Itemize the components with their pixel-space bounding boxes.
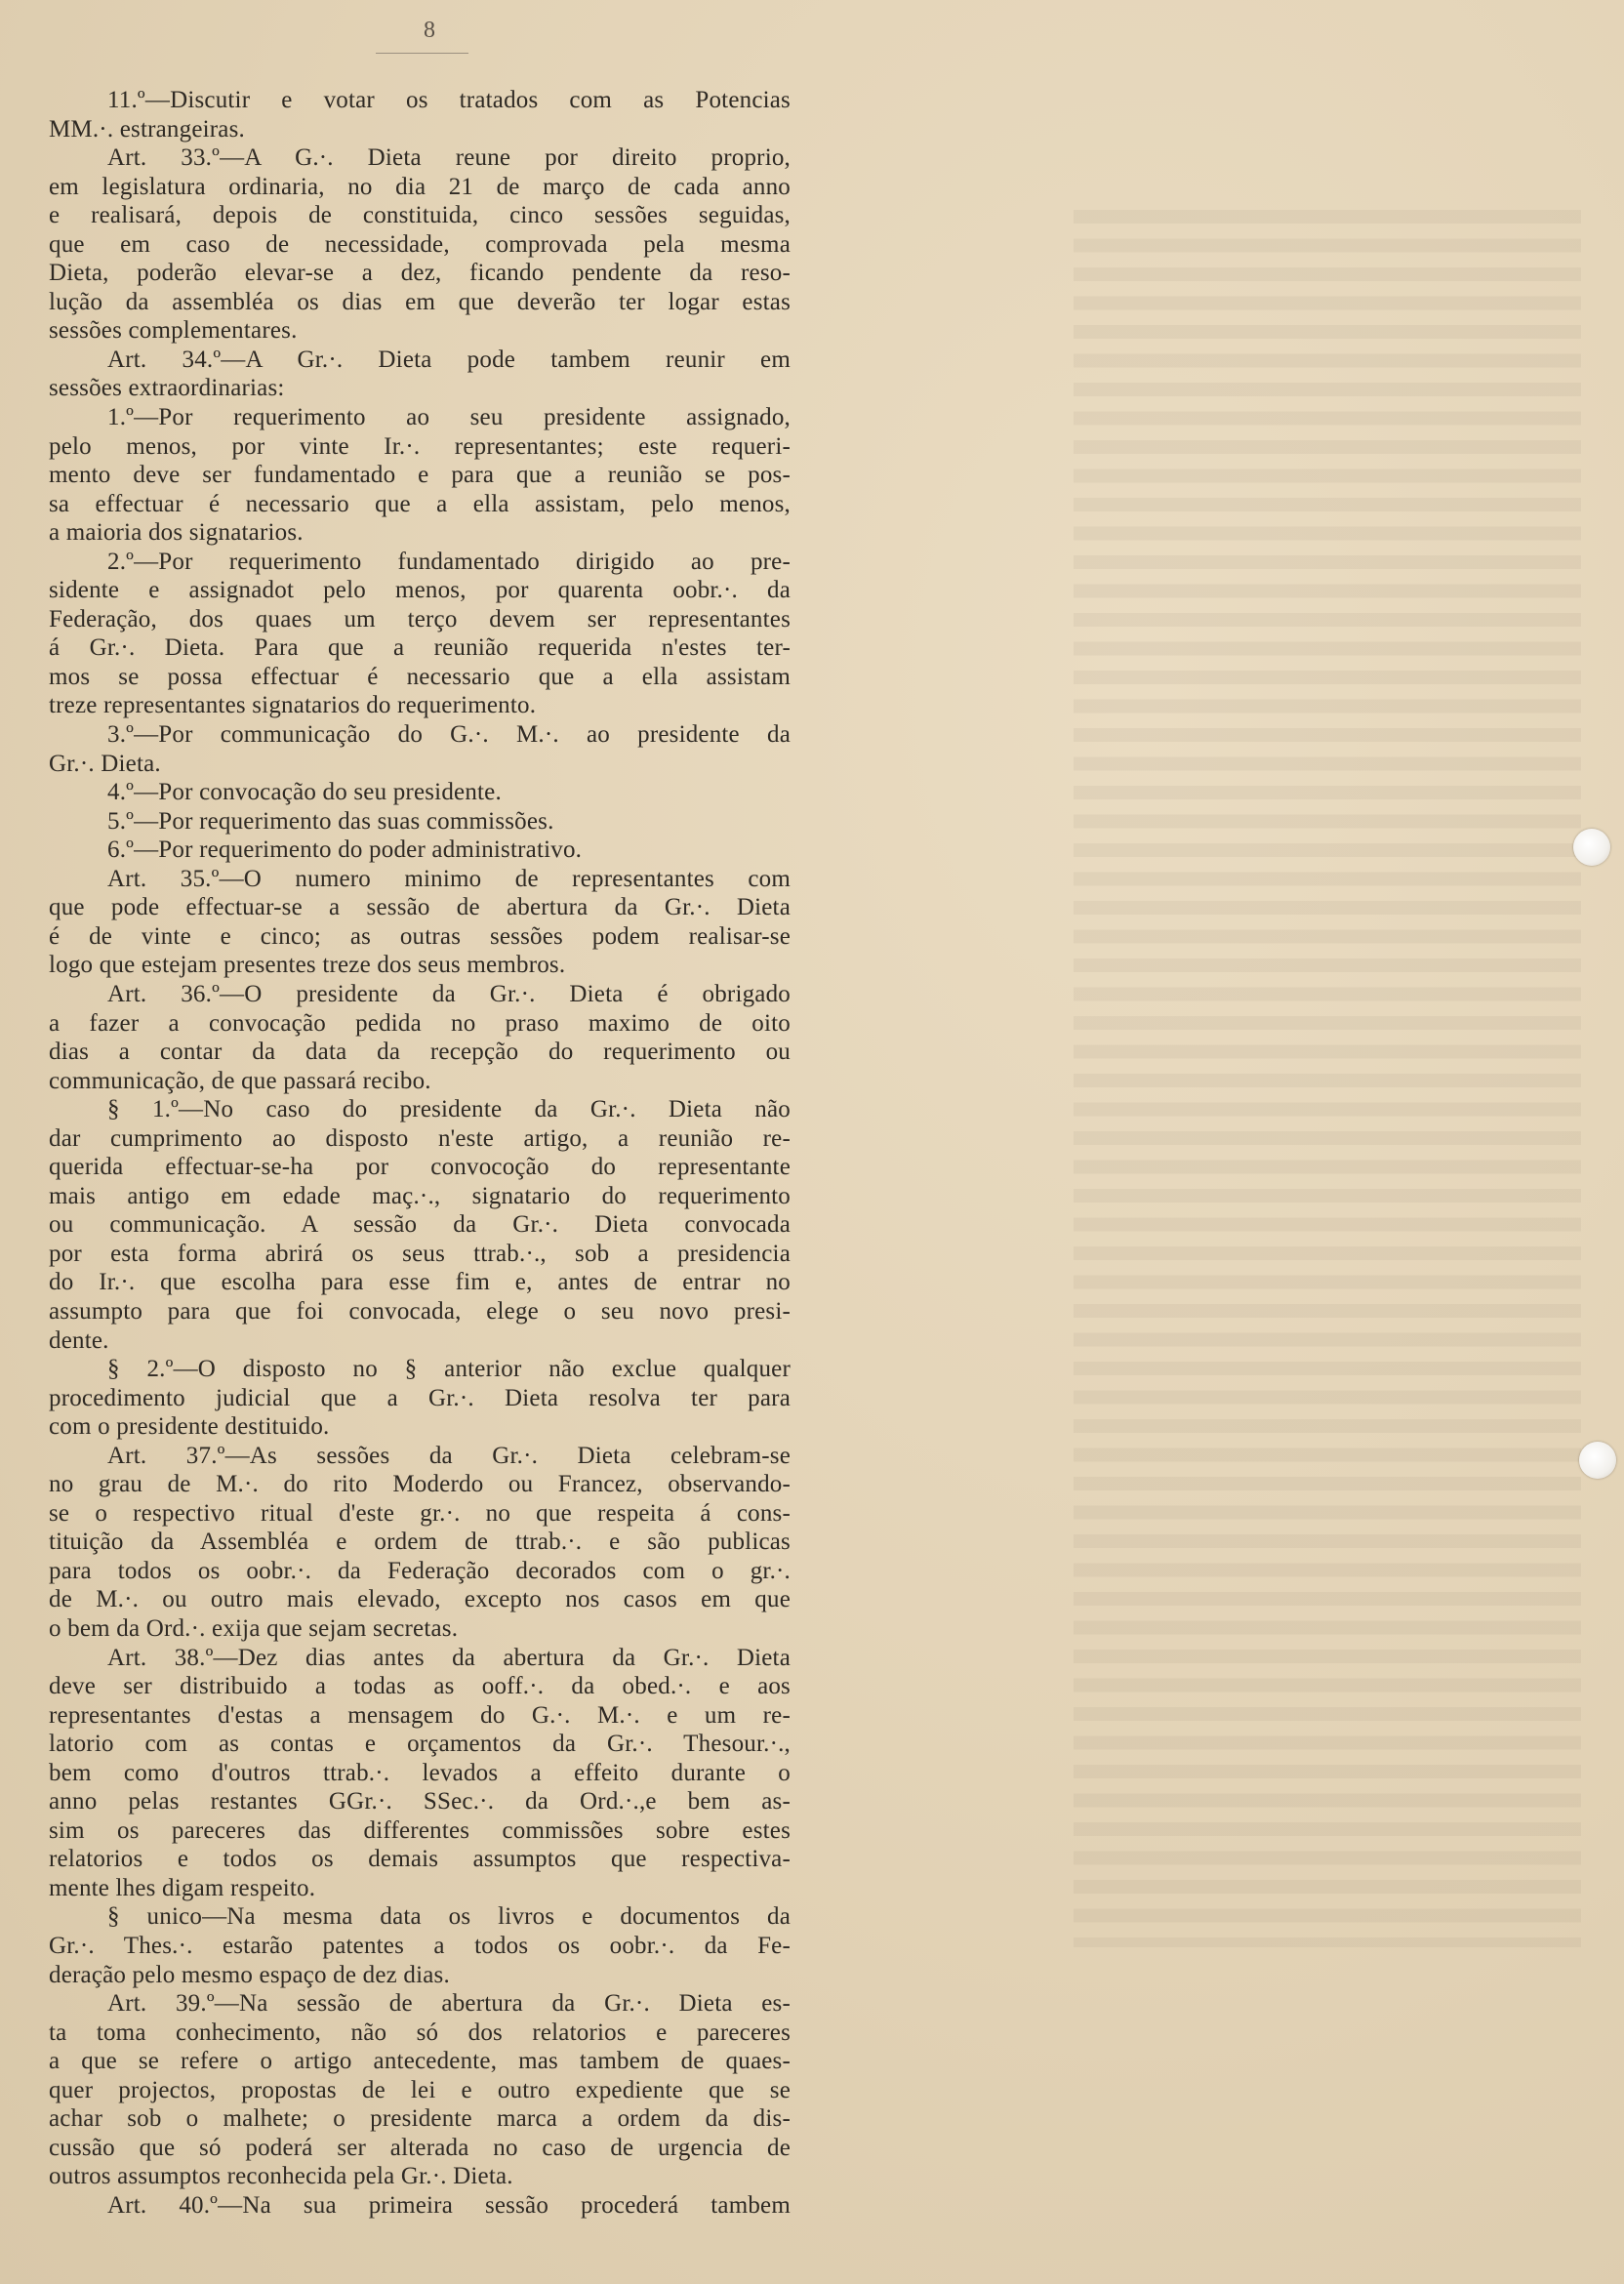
- text-line: 3.º—Por communicação do G.·. M.·. ao presidente da: [107, 721, 791, 749]
- text-line: § 2.º—O disposto no § anterior não exclue qualquer: [107, 1356, 791, 1383]
- text-line: pelo menos, por vinte Ir.·. representantes; este requeri-: [49, 432, 791, 460]
- text-line: cussão que só poderá ser alterada no caso de urgencia de: [49, 2134, 791, 2161]
- bleed-through-heading-shadow: [1098, 146, 1508, 190]
- text-line: sessões extraordinarias:: [49, 375, 285, 402]
- text-line: em legislatura ordinaria, no dia 21 de março de cada anno: [49, 173, 791, 200]
- text-line: procedimento judicial que a Gr.·. Dieta resolva ter para: [49, 1384, 791, 1411]
- text-line: tituição da Assembléa e ordem de ttrab.·. e são publicas: [49, 1529, 791, 1556]
- text-line: que em caso de necessidade, comprovada pela mesma: [49, 230, 791, 258]
- text-line: MM.·. estrangeiras.: [49, 115, 245, 143]
- text-line: Art. 37.º—As sessões da Gr.·. Dieta celebram-se: [107, 1442, 791, 1469]
- text-line: 6.º—Por requerimento do poder administrativo.: [107, 836, 583, 864]
- text-line: 4.º—Por convocação do seu presidente.: [107, 779, 502, 806]
- text-line: 11.º—Discutir e votar os tratados com as Potencias: [107, 87, 791, 113]
- text-line: ta toma conhecimento, não só dos relatorios e pareceres: [49, 2019, 791, 2046]
- text-line: Art. 36.º—O presidente da Gr.·. Dieta é obrigado: [107, 980, 791, 1007]
- text-line: Art. 40.º—Na sua primeira sessão procederá tambem: [107, 2191, 791, 2219]
- text-line: sidente e assignadot pelo menos, por quarenta oobr.·. da: [49, 577, 791, 604]
- text-line: communicação, de que passará recibo.: [49, 1067, 431, 1094]
- page-number: 8: [424, 18, 435, 43]
- text-line: quer projectos, propostas de lei e outro expediente que se: [49, 2076, 791, 2103]
- text-line: sessões complementares.: [49, 317, 298, 345]
- text-line: mos se possa effectuar é necessario que a ella assistam: [49, 663, 791, 690]
- text-line: deve ser distribuido a todas as ooff.·. da obed.·. e aos: [49, 1673, 791, 1700]
- text-line: querida effectuar-se-ha por convocoção do representante: [49, 1154, 791, 1181]
- text-line: do Ir.·. que escolha para esse fim e, antes de entrar no: [49, 1269, 791, 1296]
- text-line: a maioria dos signatarios.: [49, 519, 304, 547]
- text-line: ou communicação. A sessão da Gr.·. Dieta convocada: [49, 1211, 791, 1239]
- punch-hole-top: [1573, 829, 1610, 866]
- text-line: Dieta, poderão elevar-se a dez, ficando pendente da reso-: [49, 260, 791, 287]
- text-line: á Gr.·. Dieta. Para que a reunião requerida n'estes ter-: [49, 634, 791, 662]
- text-line: Federação, dos quaes um terço devem ser representantes: [49, 605, 791, 632]
- text-line: Art. 39.º—Na sessão de abertura da Gr.·. Dieta es-: [107, 1990, 791, 2018]
- text-line: representantes d'estas a mensagem do G.·. M.·. e um re-: [49, 1701, 791, 1729]
- text-line: achar sob o malhete; o presidente marca a ordem da dis-: [49, 2105, 791, 2133]
- text-line: dias a contar da data da recepção do requerimento ou: [49, 1039, 791, 1066]
- text-line: Gr.·. Dieta.: [49, 750, 161, 777]
- text-line: § unico—Na mesma data os livros e documentos da: [107, 1903, 791, 1931]
- text-line: Art. 38.º—Dez dias antes da abertura da Gr.·. Dieta: [107, 1644, 791, 1671]
- text-line: o bem da Ord.·. exija que sejam secretas.: [49, 1614, 459, 1642]
- text-line: para todos os oobr.·. da Federação decorados com o gr.·.: [49, 1557, 791, 1584]
- text-line: Gr.·. Thes.·. estarão patentes a todos os oobr.·. da Fe-: [49, 1933, 791, 1959]
- text-line: que pode effectuar-se a sessão de abertura da Gr.·. Dieta: [49, 894, 791, 921]
- text-line: se o respectivo ritual d'este gr.·. no que respeita á cons-: [49, 1499, 791, 1527]
- punch-hole-bottom: [1579, 1442, 1616, 1479]
- text-line: § 1.º—No caso do presidente da Gr.·. Dieta não: [107, 1096, 791, 1123]
- text-line: latorio com as contas e orçamentos da Gr.·. Thesour.·.,: [49, 1731, 791, 1758]
- text-line: com o presidente destituido.: [49, 1413, 330, 1441]
- text-line: por esta forma abrirá os seus ttrab.·., sob a presidencia: [49, 1240, 791, 1267]
- text-line: mento deve ser fundamentado e para que a reunião se pos-: [49, 462, 791, 489]
- bleed-through-text-shadow: [1074, 210, 1581, 1947]
- text-line: anno pelas restantes GGr.·. SSec.·. da Ord.·.,e bem as-: [49, 1788, 791, 1815]
- text-line: 5.º—Por requerimento das suas commissões.: [107, 807, 554, 835]
- text-line: sa effectuar é necessario que a ella assistam, pelo menos,: [49, 490, 791, 517]
- text-line: treze representantes signatarios do requerimento.: [49, 692, 537, 719]
- text-line: no grau de M.·. do rito Moderdo ou Francez, observando-: [49, 1471, 791, 1498]
- text-line: lução da assembléa os dias em que deverão ter logar estas: [49, 288, 791, 315]
- text-line: logo que estejam presentes treze dos seus membros.: [49, 952, 566, 979]
- text-line: a fazer a convocação pedida no praso maximo de oito: [49, 1009, 791, 1037]
- text-line: e realisará, depois de constituida, cinco sessões seguidas,: [49, 202, 791, 229]
- text-line: mente lhes digam respeito.: [49, 1874, 316, 1901]
- text-line: a que se refere o artigo antecedente, mas tambem de quaes-: [49, 2048, 791, 2075]
- text-line: 1.º—Por requerimento ao seu presidente assignado,: [107, 404, 791, 431]
- text-line: Art. 35.º—O numero minimo de representantes com: [107, 865, 791, 892]
- body-text-column: [49, 86, 791, 2220]
- text-line: mais antigo em edade maç.·., signatario do requerimento: [49, 1182, 791, 1209]
- text-line: é de vinte e cinco; as outras sessões podem realisar-se: [49, 922, 791, 950]
- page-number-rule: [376, 53, 468, 54]
- text-line: relatorios e todos os demais assumptos que respectiva-: [49, 1846, 791, 1873]
- text-line: Art. 34.º—A Gr.·. Dieta pode tambem reunir em: [107, 346, 791, 373]
- text-line: bem como d'outros ttrab.·. levados a effeito durante o: [49, 1759, 791, 1786]
- text-line: 2.º—Por requerimento fundamentado dirigido ao pre-: [107, 548, 791, 575]
- text-line: sim os pareceres das differentes commissões sobre estes: [49, 1816, 791, 1844]
- text-line: dente.: [49, 1326, 109, 1354]
- text-line: de M.·. ou outro mais elevado, excepto nos casos em que: [49, 1586, 791, 1613]
- text-line: Art. 33.º—A G.·. Dieta reune por direito proprio,: [107, 144, 791, 172]
- text-line: dar cumprimento ao disposto n'este artigo, a reunião re-: [49, 1124, 791, 1152]
- text-line: deração pelo mesmo espaço de dez dias.: [49, 1961, 450, 1988]
- text-line: assumpto para que foi convocada, elege o seu novo presi-: [49, 1297, 791, 1325]
- text-line: outros assumptos reconhecida pela Gr.·. Dieta.: [49, 2163, 513, 2190]
